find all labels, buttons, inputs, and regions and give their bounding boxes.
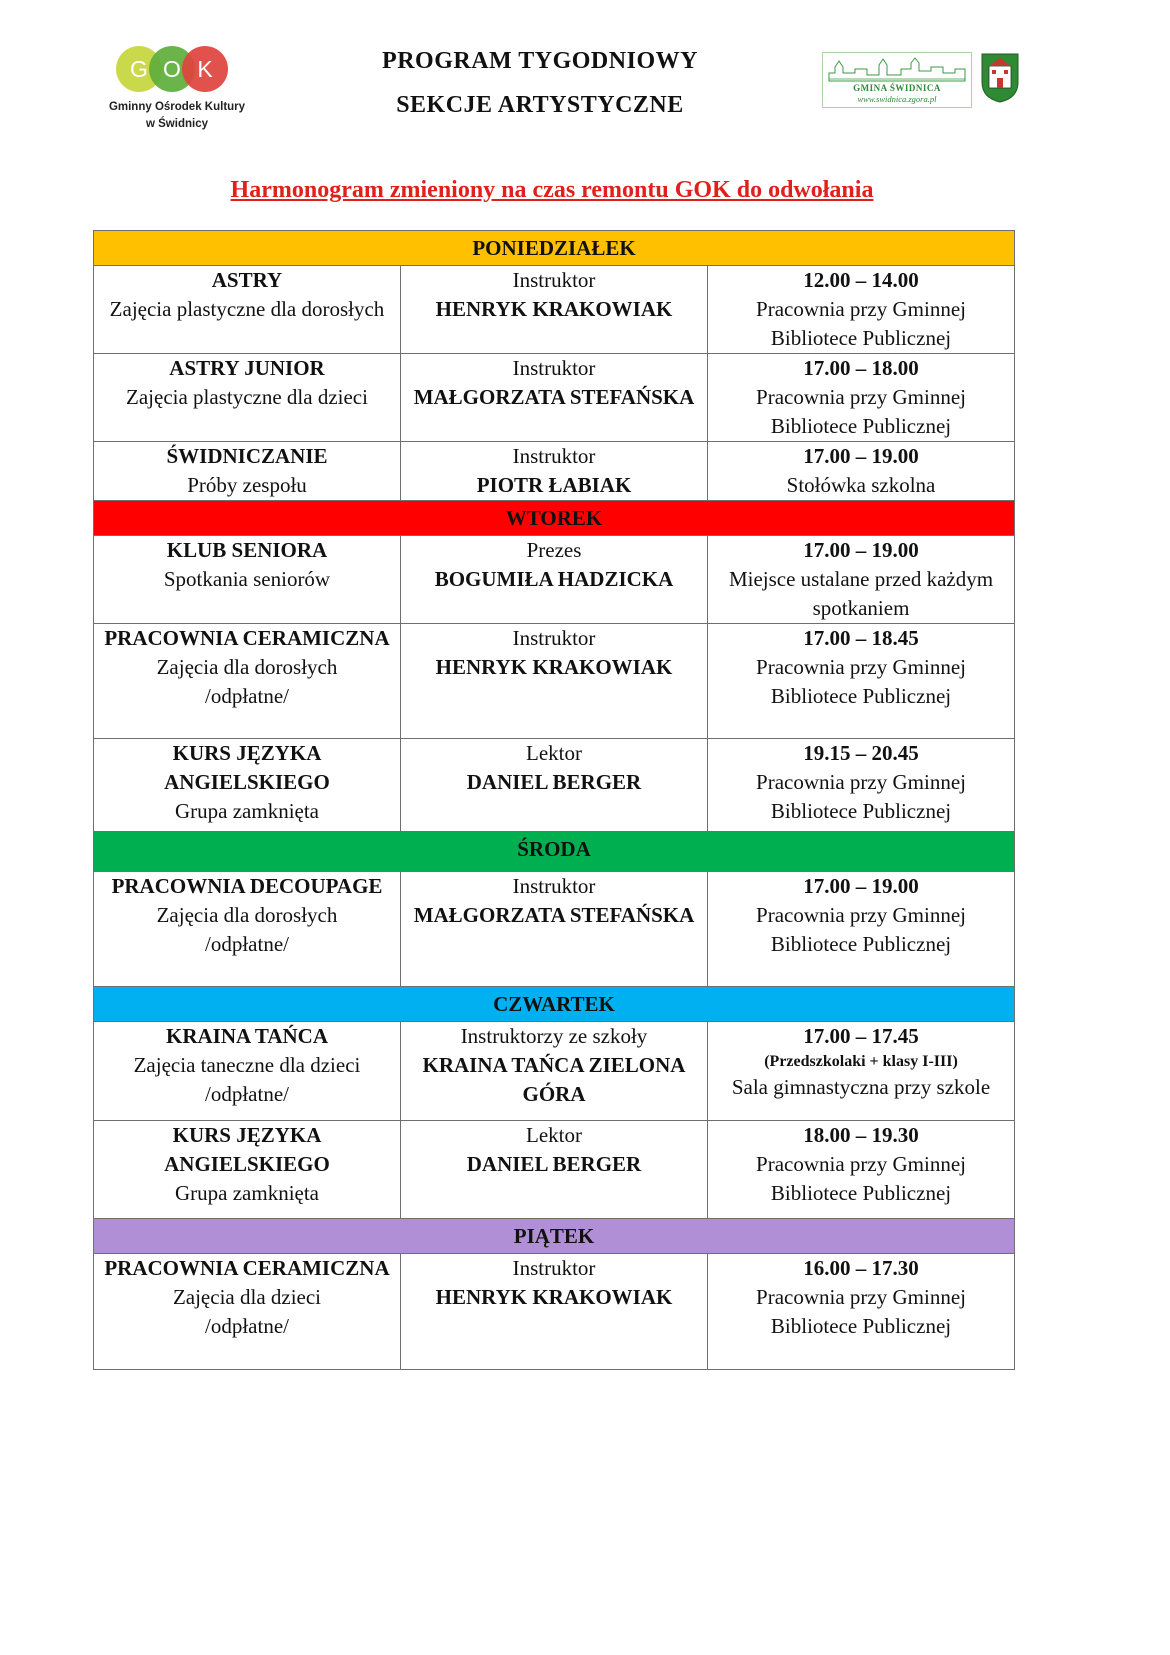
activity-description: Grupa zamknięta [174,799,320,823]
leader-cell [401,739,708,832]
place: Miejsce ustalane przed każdym spotkaniem [728,567,994,620]
skyline-icon [827,57,967,83]
activity-cell [94,872,401,987]
time-range: 17.00 – 19.00 [803,874,919,898]
activity-cell [94,624,401,739]
time-range: 17.00 – 19.00 [803,444,919,468]
leader-name: DANIEL BERGER [466,1152,642,1176]
gmina-name: GMINA ŚWIDNICA [853,83,941,93]
leader-role: Lektor [526,1123,582,1147]
table-row [94,1254,1015,1370]
activity-payment-note: /odpłatne/ [205,684,289,708]
day-name: PONIEDZIAŁEK [94,231,1015,266]
activity-payment-note: /odpłatne/ [205,1082,289,1106]
time-range: 17.00 – 17.45 [803,1024,919,1048]
activity-description: Zajęcia taneczne dla dzieci [133,1053,361,1077]
page-title: PROGRAM TYGODNIOWY [382,48,698,74]
day-header-wednesday [94,832,1015,872]
time-place-cell [708,872,1015,987]
time-place-cell [708,442,1015,501]
table-row [94,872,1015,987]
leader-role: Instruktor [512,268,596,292]
leader-cell [401,872,708,987]
gok-letter-k: K [182,46,228,92]
activity-cell [94,536,401,624]
table-row [94,442,1015,501]
table-row [94,266,1015,354]
time-range: 17.00 – 18.00 [803,356,919,380]
place: Pracownia przy Gminnej Bibliotece Publicznej [756,770,966,823]
activity-description: Próby zespołu [187,473,307,497]
day-header-thursday [94,987,1015,1022]
activity-cell [94,1022,401,1121]
leader-name: KRAINA TAŃCA ZIELONA GÓRA [422,1053,686,1106]
time-range: 17.00 – 19.00 [803,538,919,562]
time-place-cell [708,624,1015,739]
day-name: WTOREK [94,501,1015,536]
place: Pracownia przy Gminnej Bibliotece Publicznej [756,1285,966,1338]
table-row [94,739,1015,832]
activity-description: Zajęcia plastyczne dla dorosłych [109,297,385,321]
leader-name: MAŁGORZATA STEFAŃSKA [413,385,695,409]
activity-title: ASTRY [211,268,283,292]
notice-text: Harmonogram zmieniony na czas remontu GOK do odwołania [230,177,874,203]
day-header-friday [94,1219,1015,1254]
activity-payment-note: /odpłatne/ [205,1314,289,1338]
activity-description: Zajęcia plastyczne dla dzieci [126,385,368,409]
leader-role: Prezes [526,538,582,562]
activity-title: ASTRY JUNIOR [169,356,325,380]
activity-title: ŚWIDNICZANIE [166,444,328,468]
activity-title: KRAINA TAŃCA [166,1024,328,1048]
leader-name: PIOTR ŁABIAK [476,473,632,497]
activity-title: PRACOWNIA CERAMICZNA [104,626,390,650]
time-place-cell [708,266,1015,354]
activity-title: KLUB SENIORA [166,538,328,562]
time-range: 19.15 – 20.45 [803,741,919,765]
age-group-note: (Przedszkolaki + klasy I-III) [764,1053,958,1070]
table-row [94,624,1015,739]
leader-role: Instruktor [512,1256,596,1280]
time-range: 18.00 – 19.30 [803,1123,919,1147]
leader-name: DANIEL BERGER [466,770,642,794]
time-range: 16.00 – 17.30 [803,1256,919,1280]
leader-cell [401,266,708,354]
leader-cell [401,1254,708,1370]
time-place-cell [708,1121,1015,1219]
leader-role: Instruktor [512,874,596,898]
table-row [94,1121,1015,1219]
gok-circles [116,44,236,94]
notice-banner [0,177,1104,204]
gok-name-line1: Gminny Ośrodek Kultury [108,101,246,113]
leader-cell [401,354,708,442]
activity-title: KURS JĘZYKA ANGIELSKIEGO [164,1123,330,1176]
place: Pracownia przy Gminnej Bibliotece Publicznej [756,1152,966,1205]
leader-name: HENRYK KRAKOWIAK [435,297,673,321]
time-place-cell [708,1254,1015,1370]
table-row [94,536,1015,624]
leader-role: Instruktorzy ze szkoły [460,1024,648,1048]
leader-role: Instruktor [512,356,596,380]
leader-cell [401,1022,708,1121]
activity-cell [94,266,401,354]
gok-logo [92,44,262,139]
gok-letter-o: O [149,46,195,92]
coat-of-arms-icon [980,52,1020,104]
place: Pracownia przy Gminnej Bibliotece Publicznej [756,385,966,438]
place: Pracownia przy Gminnej Bibliotece Publicznej [756,655,966,708]
time-range: 17.00 – 18.45 [803,626,919,650]
table-row [94,1022,1015,1121]
place: Stołówka szkolna [786,473,936,497]
time-range: 12.00 – 14.00 [803,268,919,292]
day-header-tuesday [94,501,1015,536]
day-header-monday [94,231,1015,266]
leader-role: Lektor [526,741,582,765]
activity-cell [94,1121,401,1219]
activity-description: Grupa zamknięta [174,1181,320,1205]
day-name: PIĄTEK [94,1219,1015,1254]
page-subtitle: SEKCJE ARTYSTYCZNE [396,92,684,118]
activity-cell [94,354,401,442]
time-place-cell [708,354,1015,442]
activity-cell [94,1254,401,1370]
leader-cell [401,442,708,501]
activity-title: PRACOWNIA CERAMICZNA [104,1256,390,1280]
gok-letter-g: G [116,46,162,92]
gmina-logo [822,52,972,108]
leader-role: Instruktor [512,444,596,468]
leader-role: Instruktor [512,626,596,650]
activity-description: Spotkania seniorów [163,567,331,591]
place: Pracownia przy Gminnej Bibliotece Publicznej [756,903,966,956]
activity-title: KURS JĘZYKA ANGIELSKIEGO [164,741,330,794]
activity-payment-note: /odpłatne/ [205,932,289,956]
day-name: ŚRODA [94,832,1015,872]
leader-name: MAŁGORZATA STEFAŃSKA [413,903,695,927]
schedule-table [93,230,1015,1370]
activity-description: Zajęcia dla dorosłych [156,655,338,679]
leader-cell [401,536,708,624]
leader-cell [401,624,708,739]
activity-cell [94,442,401,501]
activity-cell [94,739,401,832]
leader-name: HENRYK KRAKOWIAK [435,1285,673,1309]
time-place-cell [708,536,1015,624]
activity-description: Zajęcia dla dorosłych [156,903,338,927]
gmina-url: www.swidnica.zgora.pl [857,94,937,104]
activity-title: PRACOWNIA DECOUPAGE [111,874,383,898]
place: Sala gimnastyczna przy szkole [731,1075,991,1099]
leader-name: BOGUMIŁA HADZICKA [434,567,674,591]
leader-cell [401,1121,708,1219]
place: Pracownia przy Gminnej Bibliotece Publicznej [756,297,966,350]
gok-name-line2: w Świdnicy [146,118,208,130]
activity-description: Zajęcia dla dzieci [172,1285,322,1309]
table-row [94,354,1015,442]
time-place-cell [708,739,1015,832]
leader-name: HENRYK KRAKOWIAK [435,655,673,679]
time-place-cell [708,1022,1015,1121]
day-name: CZWARTEK [94,987,1015,1022]
